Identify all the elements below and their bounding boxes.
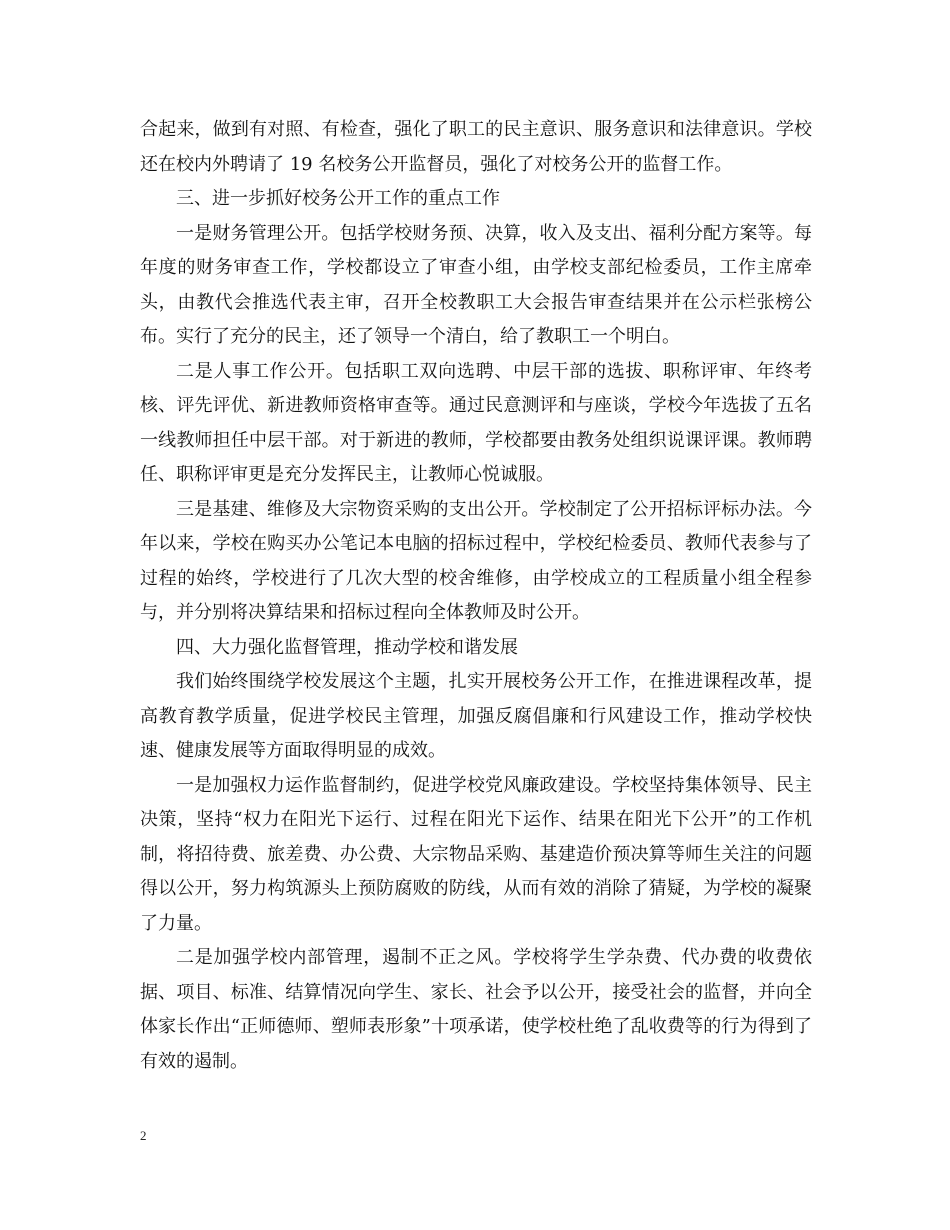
section-heading-4: 四、大力强化监督管理，推动学校和谐发展 — [176, 636, 518, 658]
section-heading-3: 三、进一步抓好校务公开工作的重点工作 — [176, 188, 500, 209]
paragraph-development-summary: 我们始终围绕学校发展这个主题，扎实开展校务公开工作，在推进课程改革，提高教育教学质量，促进学校民主管理，加强反腐倡廉和行风建设工作，推动学校快速、健康发展等方面取得明显的成效。 — [140, 671, 812, 761]
document-body — [140, 113, 812, 1079]
paragraph-personnel-disclosure: 二是人事工作公开。包括职工双向选聘、中层干部的选拔、职称评审、年终考核、评先评优、新进教师资格审查等。通过民意测评和与座谈，学校今年选拔了五名一线教师担任中层干部。对于新进的教师，学校都要由教务处组织说课评课。教师聘任、职称评审更是充分发挥民主，让教师心悦诚服。 — [140, 360, 812, 485]
paragraph-procurement-disclosure: 三是基建、维修及大宗物资采购的支出公开。学校制定了公开招标评标办法。今年以来，学校在购买办公笔记本电脑的招标过程中，学校纪检委员、教师代表参与了过程的始终，学校进行了几次大型的校舍维修，由学校成立的工程质量小组全程参与，并分别将决算结果和招标过程向全体教师及时公开。 — [140, 498, 812, 623]
paragraph-power-supervision: 一是加强权力运作监督制约，促进学校党风廉政建设。学校坚持集体领导、民主决策，坚持“权力在阳光下运行、过程在阳光下运作、结果在阳光下公开”的工作机制，将招待费、旅差费、办公费、大宗物品采购、基建造价预决算等师生关注的问题得以公开，努力构筑源头上预防腐败的防线，从而有效的消除了猜疑，为学校的凝聚了力量。 — [140, 774, 812, 934]
page-number: 2 — [140, 1128, 147, 1143]
paragraph-finance-disclosure: 一是财务管理公开。包括学校财务预、决算，收入及支出、福利分配方案等。每年度的财务审查工作，学校都设立了审查小组，由学校支部纪检委员，工作主席牵头，由教代会推选代表主审，召开全校教职工大会报告审查结果并在公示栏张榜公布。实行了充分的民主，还了领导一个清白，给了教职工一个明白。 — [140, 222, 812, 347]
paragraph-continuation: 合起来，做到有对照、有检查，强化了职工的民主意识、服务意识和法律意识。学校还在校内外聘请了 19 名校务公开监督员，强化了对校务公开的监督工作。 — [140, 119, 812, 175]
paragraph-internal-management: 二是加强学校内部管理，遏制不正之风。学校将学生学杂费、代办费的收费依据、项目、标准、结算情况向学生、家长、社会予以公开，接受社会的监督，并向全体家长作出“正师德师、塑师表形象”十项承诺，使学校杜绝了乱收费等的行为得到了有效的遏制。 — [140, 947, 812, 1072]
